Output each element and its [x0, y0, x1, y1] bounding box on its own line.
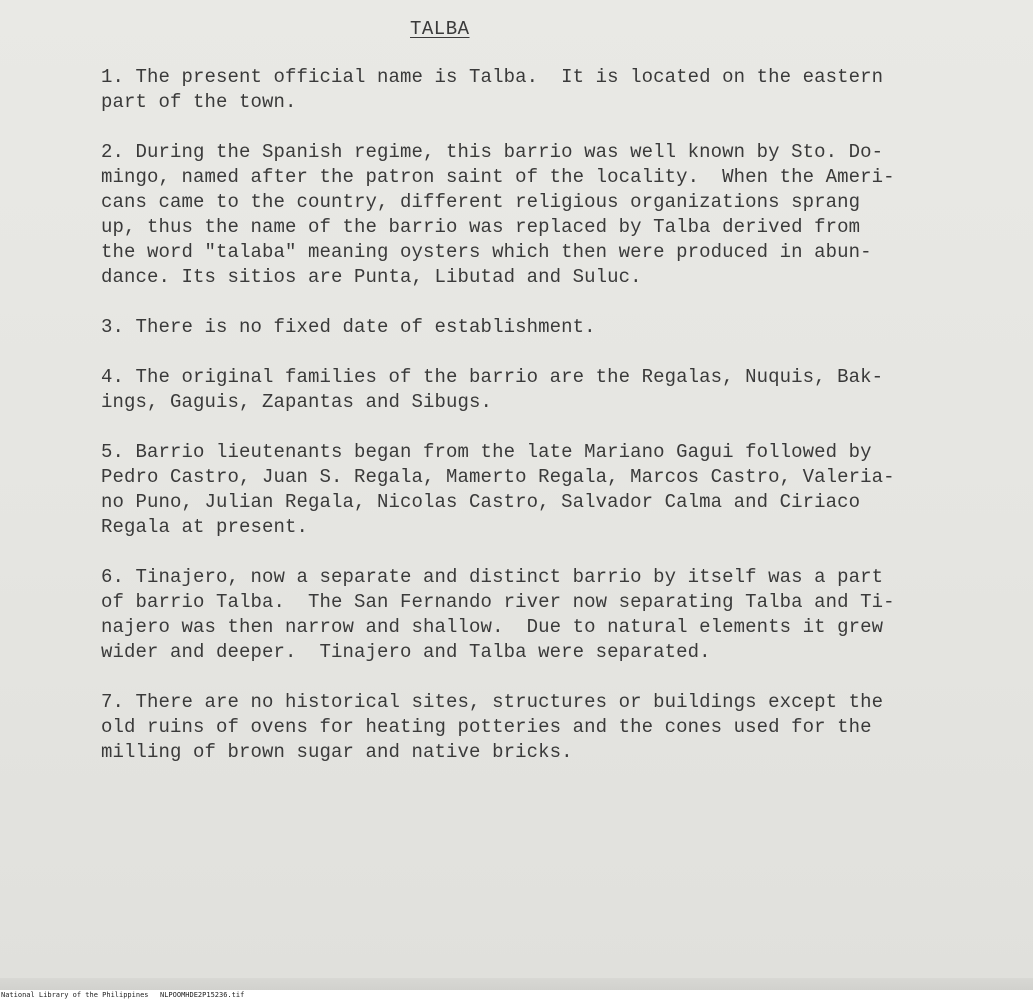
document-body — [101, 65, 961, 790]
paragraph-1 — [101, 65, 961, 115]
paragraph-4 — [101, 365, 961, 415]
scan-footer — [0, 990, 1033, 1001]
text-line: 2. During the Spanish regime, this barrio was well known by Sto. Do- — [101, 141, 884, 163]
text-line: ings, Gaguis, Zapantas and Sibugs. — [101, 391, 493, 413]
page-title: TALBA — [410, 18, 470, 40]
paragraph-5 — [101, 440, 961, 540]
text-line: 7. There are no historical sites, structures or buildings except the — [101, 691, 884, 713]
text-line: najero was then narrow and shallow. Due to natural elements it grew — [101, 616, 884, 638]
text-line: 3. There is no fixed date of establishment. — [101, 316, 596, 338]
footer-file-id: NLPOOMHDE2P15236.tif — [160, 991, 245, 999]
text-line: part of the town. — [101, 91, 297, 113]
text-line: wider and deeper. Tinajero and Talba were separated. — [101, 641, 711, 663]
text-line: 1. The present official name is Talba. It is located on the eastern — [101, 66, 884, 88]
text-line: the word "talaba" meaning oysters which then were produced in abun- — [101, 241, 872, 263]
text-line: Regala at present. — [101, 516, 309, 538]
footer-institution: National Library of the Philippines — [1, 991, 149, 999]
text-line: milling of brown sugar and native bricks. — [101, 741, 573, 763]
text-line: Pedro Castro, Juan S. Regala, Mamerto Regala, Marcos Castro, Valeria- — [101, 466, 895, 488]
paragraph-6 — [101, 565, 961, 665]
paragraph-3 — [101, 315, 961, 340]
paragraph-2 — [101, 140, 961, 290]
paragraph-7 — [101, 690, 961, 765]
text-line: cans came to the country, different religious organizations sprang — [101, 191, 861, 213]
text-line: 5. Barrio lieutenants began from the late Mariano Gagui followed by — [101, 441, 872, 463]
text-line: of barrio Talba. The San Fernando river now separating Talba and Ti- — [101, 591, 895, 613]
text-line: dance. Its sitios are Punta, Libutad and Suluc. — [101, 266, 642, 288]
text-line: mingo, named after the patron saint of the locality. When the Ameri- — [101, 166, 895, 188]
text-line: no Puno, Julian Regala, Nicolas Castro, Salvador Calma and Ciriaco — [101, 491, 861, 513]
text-line: old ruins of ovens for heating potteries and the cones used for the — [101, 716, 872, 738]
text-line: 6. Tinajero, now a separate and distinct barrio by itself was a part — [101, 566, 884, 588]
text-line: 4. The original families of the barrio are the Regalas, Nuquis, Bak- — [101, 366, 884, 388]
text-line: up, thus the name of the barrio was replaced by Talba derived from — [101, 216, 861, 238]
